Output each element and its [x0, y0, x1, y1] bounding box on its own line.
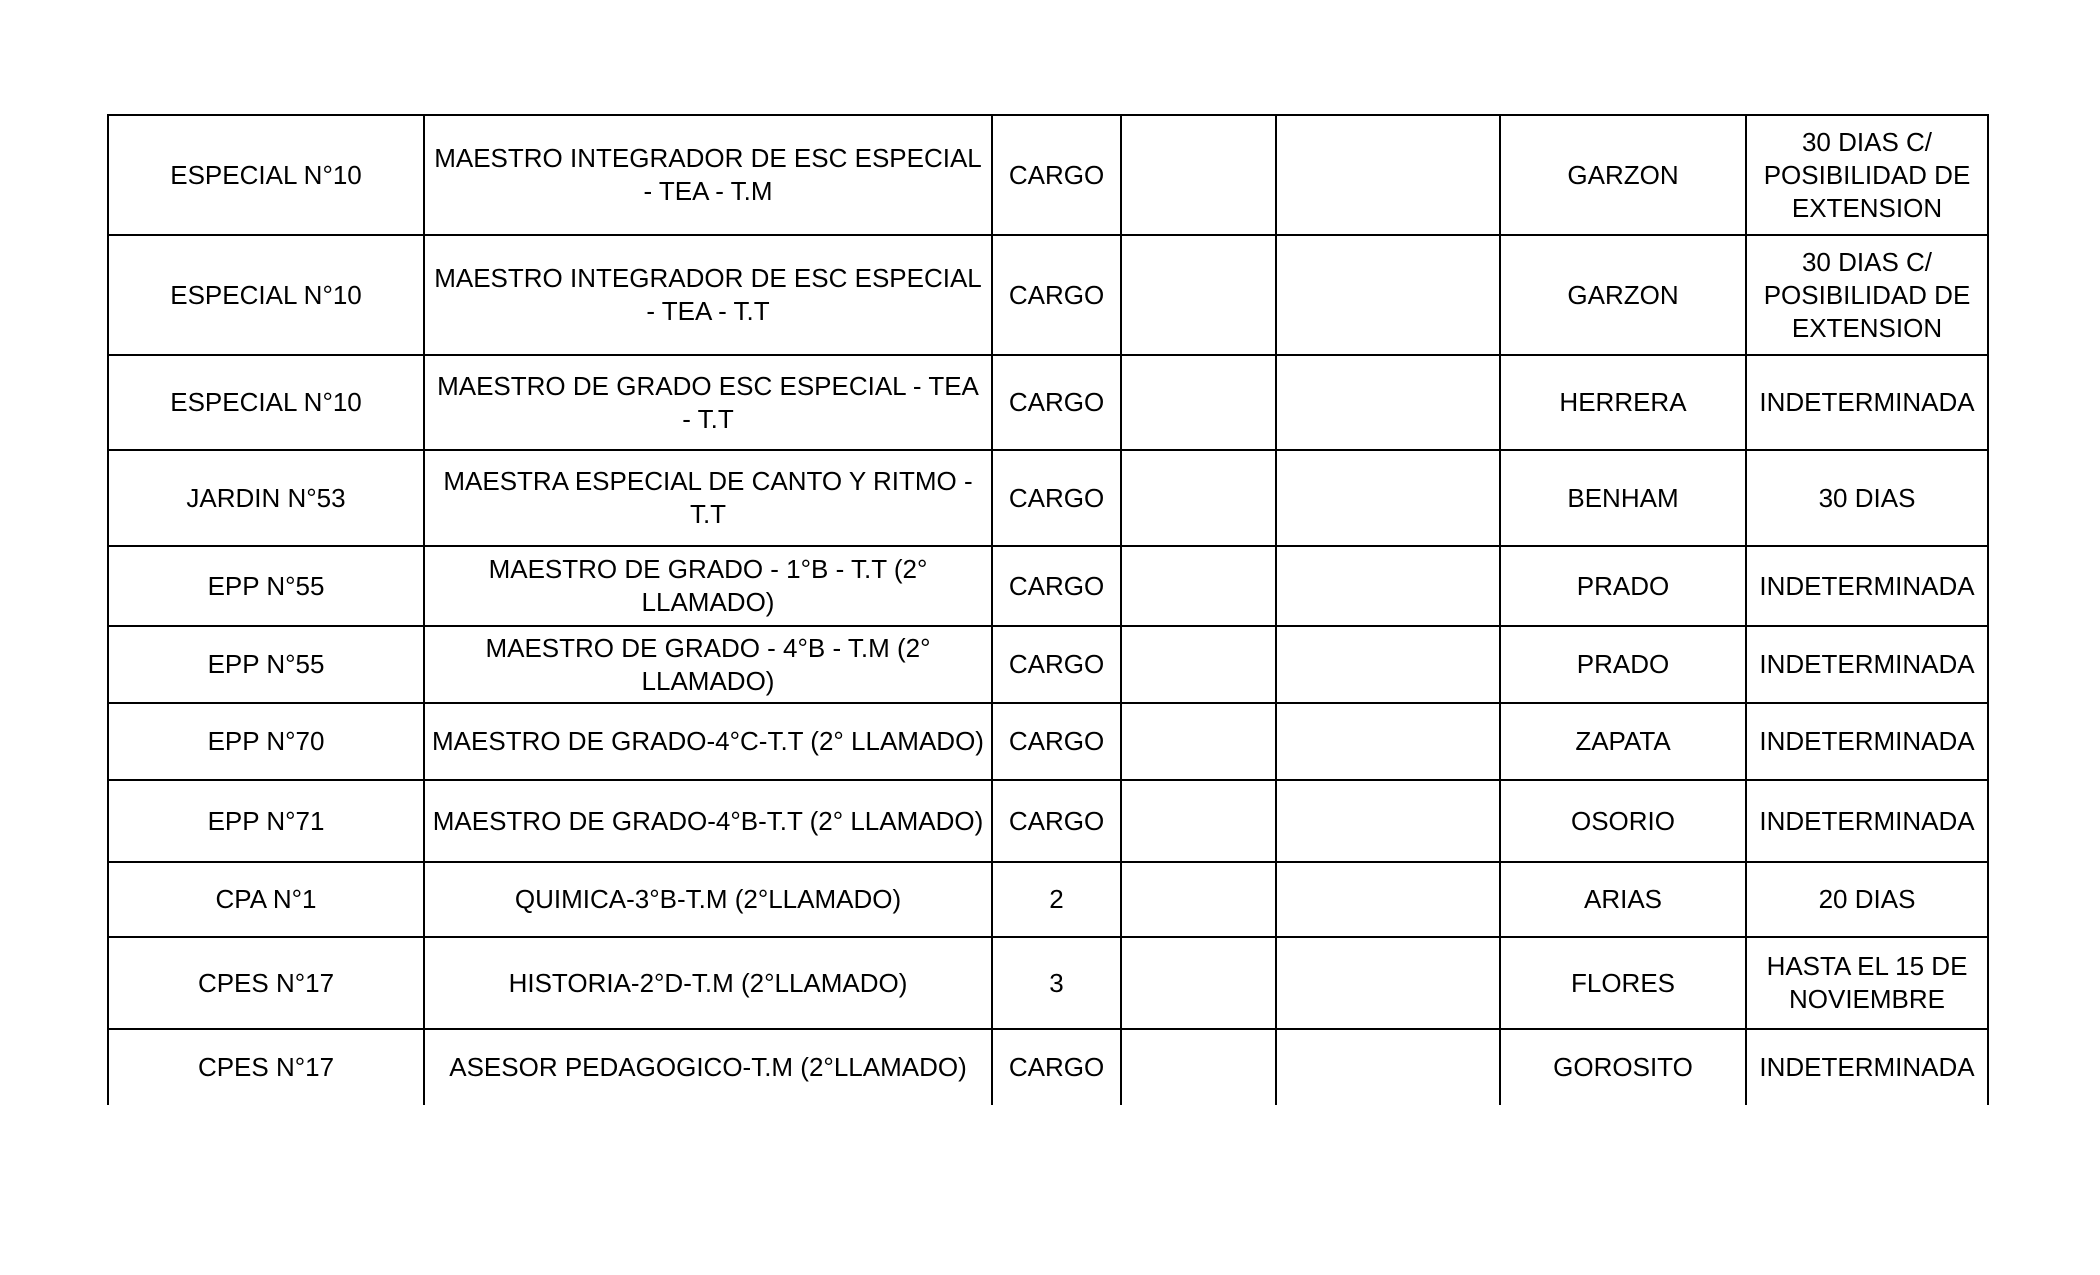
empty-cell — [1276, 862, 1500, 937]
empty-cell — [1121, 355, 1276, 450]
name-cell: ARIAS — [1500, 862, 1746, 937]
hours-cell: 3 — [992, 937, 1121, 1029]
position-cell: MAESTRO INTEGRADOR DE ESC ESPECIAL - TEA - T.M — [424, 115, 992, 235]
position-cell: MAESTRO DE GRADO - 1°B - T.T (2° LLAMADO) — [424, 546, 992, 626]
empty-cell — [1276, 115, 1500, 235]
empty-cell — [1121, 937, 1276, 1029]
hours-cell: 2 — [992, 862, 1121, 937]
hours-cell: CARGO — [992, 546, 1121, 626]
hours-cell: CARGO — [992, 355, 1121, 450]
table-row — [108, 780, 1988, 862]
school-cell: EPP N°55 — [108, 626, 424, 703]
position-cell: ASESOR PEDAGOGICO-T.M (2°LLAMADO) — [424, 1029, 992, 1105]
position-cell: MAESTRO DE GRADO-4°C-T.T (2° LLAMADO) — [424, 703, 992, 780]
hours-cell: CARGO — [992, 780, 1121, 862]
duration-cell: INDETERMINADA — [1746, 355, 1988, 450]
duration-cell: INDETERMINADA — [1746, 546, 1988, 626]
school-cell: CPES N°17 — [108, 937, 424, 1029]
hours-cell: CARGO — [992, 703, 1121, 780]
name-cell: ZAPATA — [1500, 703, 1746, 780]
document-page — [107, 114, 1987, 1105]
empty-cell — [1121, 703, 1276, 780]
name-cell: GARZON — [1500, 235, 1746, 355]
empty-cell — [1121, 235, 1276, 355]
duration-cell: INDETERMINADA — [1746, 780, 1988, 862]
table-row — [108, 703, 1988, 780]
empty-cell — [1121, 450, 1276, 546]
empty-cell — [1121, 1029, 1276, 1105]
name-cell: BENHAM — [1500, 450, 1746, 546]
hours-cell: CARGO — [992, 115, 1121, 235]
name-cell: FLORES — [1500, 937, 1746, 1029]
vacancies-table — [107, 114, 1989, 1105]
name-cell: OSORIO — [1500, 780, 1746, 862]
table-row — [108, 450, 1988, 546]
table-row — [108, 862, 1988, 937]
position-cell: MAESTRO DE GRADO ESC ESPECIAL - TEA - T.T — [424, 355, 992, 450]
position-cell: MAESTRA ESPECIAL DE CANTO Y RITMO - T.T — [424, 450, 992, 546]
duration-cell: 20 DIAS — [1746, 862, 1988, 937]
school-cell: ESPECIAL N°10 — [108, 115, 424, 235]
school-cell: EPP N°70 — [108, 703, 424, 780]
school-cell: JARDIN N°53 — [108, 450, 424, 546]
empty-cell — [1276, 546, 1500, 626]
hours-cell: CARGO — [992, 626, 1121, 703]
empty-cell — [1276, 626, 1500, 703]
name-cell: GOROSITO — [1500, 1029, 1746, 1105]
empty-cell — [1121, 780, 1276, 862]
empty-cell — [1121, 862, 1276, 937]
name-cell: GARZON — [1500, 115, 1746, 235]
duration-cell: INDETERMINADA — [1746, 626, 1988, 703]
hours-cell: CARGO — [992, 1029, 1121, 1105]
table-row — [108, 937, 1988, 1029]
position-cell: MAESTRO INTEGRADOR DE ESC ESPECIAL - TEA - T.T — [424, 235, 992, 355]
table-row — [108, 546, 1988, 626]
duration-cell: INDETERMINADA — [1746, 703, 1988, 780]
empty-cell — [1276, 780, 1500, 862]
duration-cell: INDETERMINADA — [1746, 1029, 1988, 1105]
name-cell: PRADO — [1500, 626, 1746, 703]
position-cell: QUIMICA-3°B-T.M (2°LLAMADO) — [424, 862, 992, 937]
duration-cell: 30 DIAS C/ POSIBILIDAD DE EXTENSION — [1746, 115, 1988, 235]
school-cell: EPP N°55 — [108, 546, 424, 626]
hours-cell: CARGO — [992, 450, 1121, 546]
table-row — [108, 1029, 1988, 1105]
name-cell: HERRERA — [1500, 355, 1746, 450]
duration-cell: HASTA EL 15 DE NOVIEMBRE — [1746, 937, 1988, 1029]
duration-cell: 30 DIAS — [1746, 450, 1988, 546]
table-row — [108, 355, 1988, 450]
name-cell: PRADO — [1500, 546, 1746, 626]
empty-cell — [1276, 703, 1500, 780]
school-cell: CPA N°1 — [108, 862, 424, 937]
position-cell: MAESTRO DE GRADO-4°B-T.T (2° LLAMADO) — [424, 780, 992, 862]
empty-cell — [1276, 355, 1500, 450]
empty-cell — [1276, 450, 1500, 546]
table-row — [108, 235, 1988, 355]
school-cell: CPES N°17 — [108, 1029, 424, 1105]
school-cell: EPP N°71 — [108, 780, 424, 862]
empty-cell — [1121, 626, 1276, 703]
school-cell: ESPECIAL N°10 — [108, 355, 424, 450]
empty-cell — [1276, 937, 1500, 1029]
table-row — [108, 115, 1988, 235]
position-cell: HISTORIA-2°D-T.M (2°LLAMADO) — [424, 937, 992, 1029]
duration-cell: 30 DIAS C/ POSIBILIDAD DE EXTENSION — [1746, 235, 1988, 355]
empty-cell — [1276, 1029, 1500, 1105]
position-cell: MAESTRO DE GRADO - 4°B - T.M (2° LLAMADO) — [424, 626, 992, 703]
table-row — [108, 626, 1988, 703]
school-cell: ESPECIAL N°10 — [108, 235, 424, 355]
empty-cell — [1121, 115, 1276, 235]
hours-cell: CARGO — [992, 235, 1121, 355]
empty-cell — [1121, 546, 1276, 626]
empty-cell — [1276, 235, 1500, 355]
